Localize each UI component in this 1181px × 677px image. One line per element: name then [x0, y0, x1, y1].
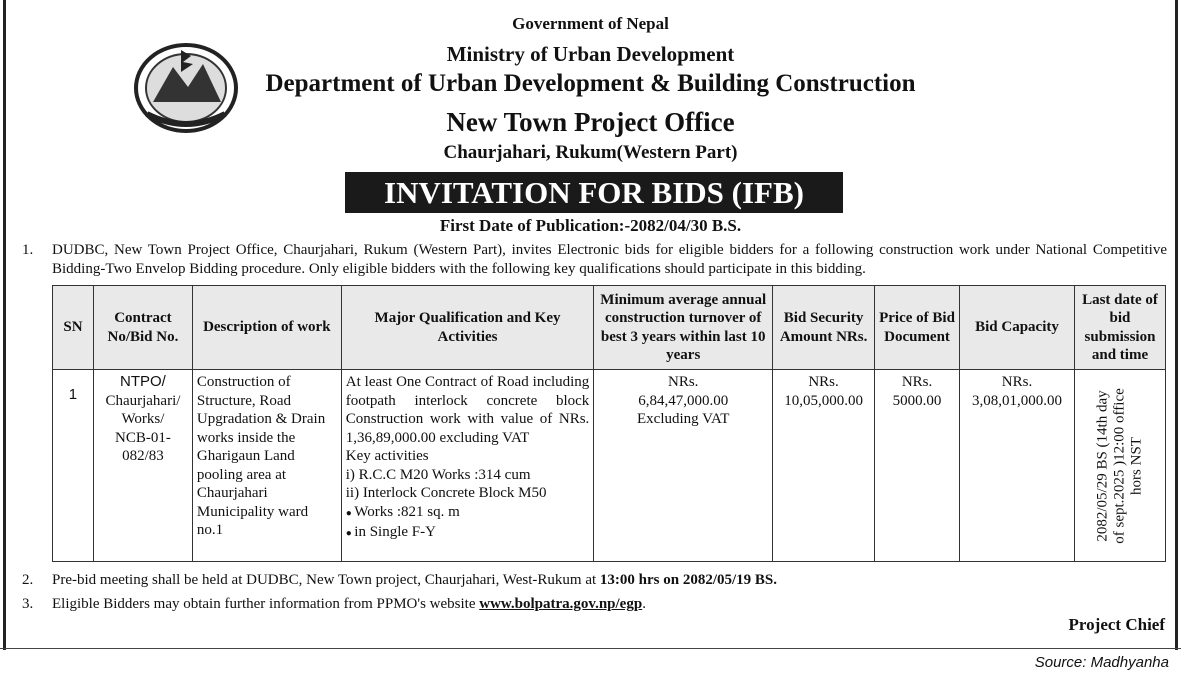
cell-deadline: [1074, 370, 1165, 562]
government-heading: Government of Nepal: [512, 14, 669, 33]
paragraph-number: 3.: [22, 596, 34, 612]
deadline-line: 2082/05/29 BS (14th day: [1094, 389, 1111, 542]
contract-line: NCB-01-: [115, 429, 171, 446]
key-activities-label: Key activities: [345, 448, 429, 464]
deadline-line: hors NST: [1128, 436, 1145, 495]
activity-item: ii) Interlock Concrete Block M50: [345, 485, 547, 501]
value-line: NRs.: [808, 374, 839, 390]
ppmo-website-link[interactable]: www.bolpatra.gov.np/egp: [479, 596, 643, 612]
header-sn: SN: [53, 286, 94, 370]
header-deadline: Last date of bid submission and time: [1074, 286, 1165, 370]
cell-capacity: [960, 370, 1075, 562]
cell-qualification: [341, 370, 594, 562]
bullet-item: ● in Single F-Y: [346, 523, 590, 544]
notice-title: INVITATION FOR BIDS (IFB): [345, 172, 843, 213]
value-line: 3,08,01,000.00: [971, 392, 1062, 409]
bid-table: [52, 285, 1166, 562]
location-heading: Chaurjahari, Rukum(Western Part): [443, 142, 738, 163]
value-line: NRs.: [1001, 374, 1033, 390]
paragraph-2: [22, 571, 1167, 590]
header-turnover: Minimum average annual construction turnover of best 3 years within last 10 years: [594, 286, 773, 370]
contract-line: NTPO/: [120, 373, 166, 390]
value-line: NRs.: [901, 374, 933, 390]
cell-sn: 1: [53, 370, 94, 562]
bullet-item: ● Works :821 sq. m: [346, 503, 590, 524]
paragraph-3: [22, 595, 1167, 614]
header-capacity: Bid Capacity: [960, 286, 1075, 370]
office-heading: New Town Project Office: [446, 107, 735, 137]
value-line: 6,84,47,000.00: [638, 392, 729, 409]
activity-item: i) R.C.C M20 Works :314 cum: [345, 466, 531, 483]
contract-line: 082/83: [122, 448, 164, 464]
ministry-heading: Ministry of Urban Development: [446, 42, 735, 66]
cell-price: [875, 370, 960, 562]
cell-contract: [93, 370, 192, 562]
header-contract: Contract No/Bid No.: [93, 286, 192, 370]
paragraph-text: .: [642, 596, 646, 612]
contract-line: Chaurjahari/: [105, 392, 181, 409]
cell-turnover: [594, 370, 773, 562]
divider: [0, 648, 1181, 649]
source-credit: Source: Madhyanha: [1034, 654, 1169, 671]
header-bid-security: Bid Security Amount NRs.: [773, 286, 875, 370]
value-line: Excluding VAT: [637, 411, 730, 427]
value-line: 5000.00: [892, 392, 942, 409]
signature-project-chief: Project Chief: [1068, 615, 1165, 634]
header-price: Price of Bid Document: [875, 286, 960, 370]
deadline-rotated-text: [1094, 388, 1145, 544]
publication-date: First Date of Publication:-2082/04/30 B.S.: [439, 216, 742, 235]
header-description: Description of work: [192, 286, 341, 370]
paragraph-1: [22, 241, 1167, 279]
paragraph-number: 1.: [22, 242, 34, 258]
value-line: 10,05,000.00: [784, 392, 863, 409]
table-header-row: [53, 286, 1166, 370]
qualification-text: At least One Contract of Road including footpath interlock concrete block Construction work with value of NRs. 1,36,89,000.00 excluding VAT: [345, 374, 590, 446]
cell-bid-security: [773, 370, 875, 562]
deadline-line: of sept.2025 )12:00 office: [1111, 387, 1128, 544]
department-heading: Department of Urban Development & Building Construction: [265, 70, 916, 97]
header-qualification: Major Qualification and Key Activities: [341, 286, 594, 370]
prebid-time: 13:00 hrs on 2082/05/19 BS.: [599, 572, 778, 588]
paragraph-number: 2.: [22, 572, 34, 588]
paragraph-text: Pre-bid meeting shall be held at DUDBC, New Town project, Chaurjahari, West-Rukum at: [52, 572, 600, 588]
table-row: [53, 370, 1166, 562]
contract-line: Works/: [121, 411, 165, 427]
value-line: NRs.: [667, 374, 699, 390]
cell-description: Construction of Structure, Road Upgradation & Drain works inside the Gharigaun Land pooling area at Chaurjahari Municipality ward no.1: [192, 370, 341, 562]
paragraph-text: DUDBC, New Town Project Office, Chaurjahari, Rukum (Western Part), invites Electronic bids for eligible bidders for a following construction work under National Competitive Bidding-Two Envelop Bidding procedure. Only eligible bidders with the following key qualifications should participate in this bidding.: [52, 242, 1167, 277]
paragraph-text: Eligible Bidders may obtain further information from PPMO's website: [52, 596, 480, 612]
